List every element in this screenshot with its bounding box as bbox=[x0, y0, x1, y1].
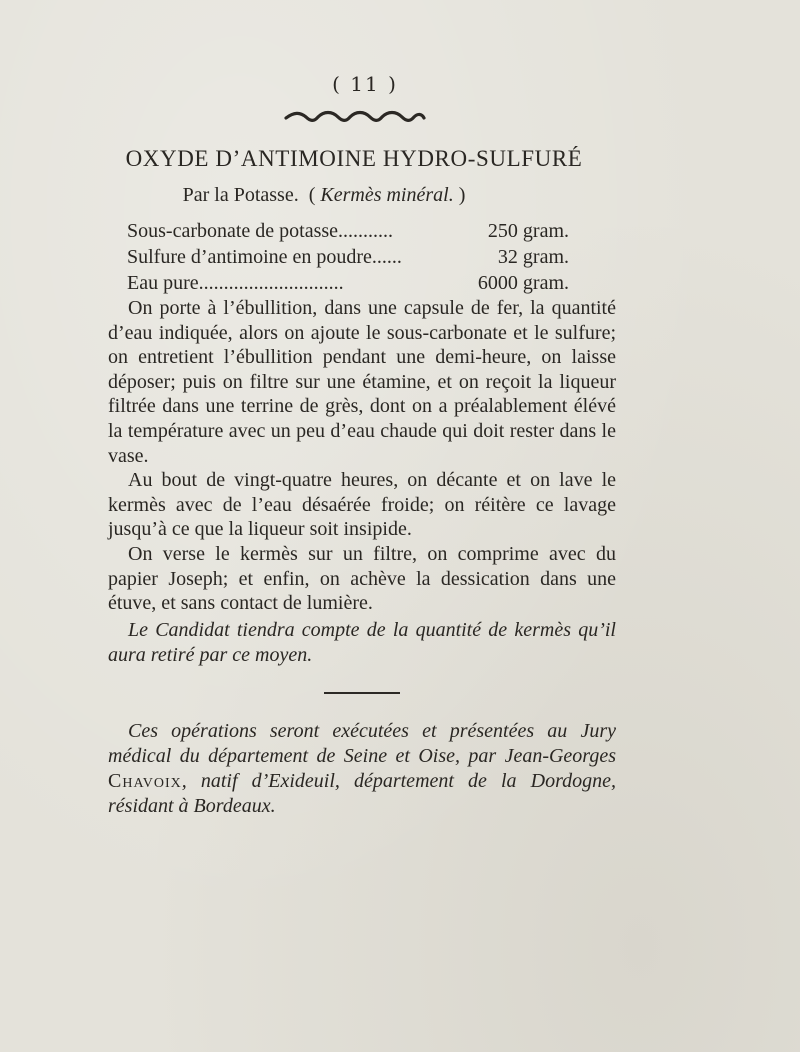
paragraph: On porte à l’ébullition, dans une capsule de fer, la quantité d’eau indiquée, alors on ajoute le sous-carbonate et le sulfure; on entretient l’ébullition pendant une demi-heure, on laisse déposer; puis on filtre sur une étamine, et on reçoit la liqueur filtrée dans une terrine de grès, dont on a préalablement élévé la température avec un peu d’eau chaude qui doit rester dans le vase. bbox=[108, 297, 616, 467]
footer-text bbox=[108, 719, 616, 819]
footer-part1: Ces opérations seront exécutées et présentées au Jury médical du département de Seine et Oise, par Jean-Georges bbox=[108, 720, 616, 767]
recipe-row bbox=[127, 246, 587, 272]
ingredient-quantity: 32 gram. bbox=[497, 246, 569, 268]
recipe-row bbox=[127, 220, 587, 246]
ornament-divider bbox=[284, 108, 426, 128]
ingredient-name: Sulfure d’antimoine en poudre...... bbox=[127, 246, 402, 268]
paragraph: On verse le kermès sur un filtre, on comprime avec du papier Joseph; et enfin, on achève la dessication dans une étuve, et sans contact de lumière. bbox=[108, 542, 616, 615]
paragraph: Au bout de vingt-quatre heures, on décante et on lave le kermès avec de l’eau désaérée froide; on réitère ce lavage jusqu’à ce que la liqueur soit insipide. bbox=[108, 469, 616, 541]
ingredient-quantity: 6000 gram. bbox=[477, 272, 569, 294]
subtitle-open-paren: ( bbox=[308, 184, 316, 206]
candidate-note bbox=[108, 618, 616, 667]
ingredient-name: Eau pure............................. bbox=[127, 272, 344, 294]
subtitle-prefix: Par la Potasse. bbox=[182, 184, 299, 206]
ingredient-name: Sous-carbonate de potasse........... bbox=[127, 220, 394, 242]
recipe-row bbox=[127, 272, 587, 298]
body-text bbox=[108, 296, 616, 616]
footer-name: Chavoix bbox=[108, 770, 182, 792]
ingredient-quantity: 250 gram. bbox=[487, 220, 569, 242]
page-number: ( 11 ) bbox=[332, 72, 398, 96]
subtitle-italic: Kermès minéral. bbox=[320, 184, 454, 206]
page-title: OXYDE D’ANTIMOINE HYDRO-SULFURÉ bbox=[125, 146, 583, 171]
subtitle bbox=[0, 184, 648, 207]
horizontal-rule bbox=[324, 692, 400, 694]
note-text: Le Candidat tiendra compte de la quantité de kermès qu’il aura retiré par ce moyen. bbox=[108, 619, 616, 666]
subtitle-close-paren: ) bbox=[458, 184, 466, 206]
footer-part2: , natif d’Exideuil, département de la Dordogne, résidant à Bordeaux. bbox=[108, 770, 616, 817]
